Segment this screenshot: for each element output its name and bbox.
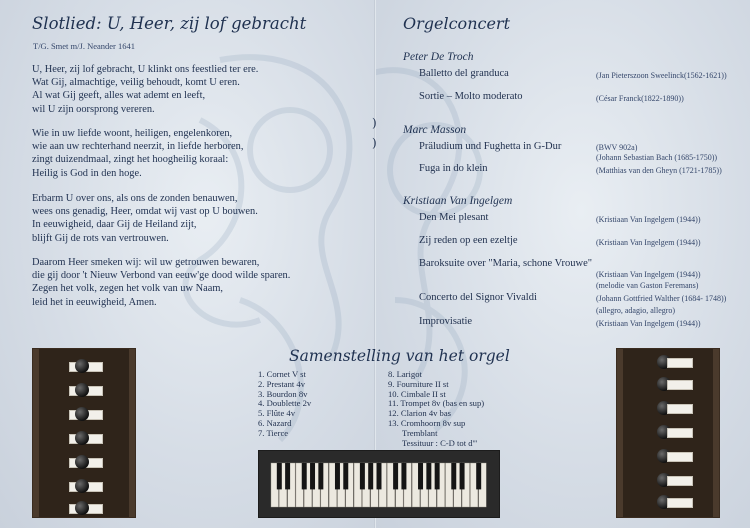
black-key xyxy=(460,463,465,489)
stanza-1 xyxy=(32,63,258,116)
stop-list-col-1 xyxy=(258,370,311,439)
composer-2: Marc Masson xyxy=(403,124,467,136)
black-key xyxy=(360,463,365,489)
black-key xyxy=(368,463,373,489)
center-bracket-bottom: ) xyxy=(372,136,377,150)
stop-item: 7. Tierce xyxy=(258,427,289,438)
piece-6-attr: (Kristiaan Van Ingelgem (1944)) xyxy=(596,238,701,247)
piece-4-attr: (Matthias van den Gheyn (1721-1785)) xyxy=(596,166,722,175)
stop-knob xyxy=(75,431,89,445)
stop-item: Tessituur : C-D tot d''' xyxy=(402,437,478,448)
black-key xyxy=(318,463,323,489)
stop-item: 6. Nazard xyxy=(258,417,292,428)
black-key xyxy=(393,463,398,489)
stop-knob xyxy=(75,479,89,493)
hymn-title: Slotlied: U, Heer, zij lof gebracht xyxy=(32,14,307,33)
black-key xyxy=(476,463,481,489)
stop-item: 13. Cromhoorn 8v sup xyxy=(388,417,466,428)
black-key xyxy=(277,463,282,489)
stop-item: 5. Flûte 4v xyxy=(258,408,296,419)
stanza-line: die gij door 't Nieuw Verbond van eeuw'ge dood wilde sparen. xyxy=(32,270,291,282)
piece-8: Concerto del Signor Vivaldi xyxy=(419,292,537,303)
piece-8-attr-1: (Johann Gottfried Walther (1684- 1748)) xyxy=(596,294,727,303)
black-key xyxy=(343,463,348,489)
stop-item: 12. Clarion 4v bas xyxy=(388,408,452,419)
piece-4: Fuga in do klein xyxy=(419,163,488,174)
piece-2-attr: (César Franck(1822-1890)) xyxy=(596,94,684,103)
piece-3-attr-1: (BWV 902a) xyxy=(596,143,638,152)
piece-7-attr-2: (melodie van Gaston Feremans) xyxy=(596,281,699,290)
stop-item: 8. Larigot xyxy=(388,369,422,379)
stanza-4 xyxy=(32,256,290,309)
piece-2: Sortie – Molto moderato xyxy=(419,91,523,102)
stanza-line: leid het in eeuwigheid, Amen. xyxy=(32,296,157,308)
center-fold xyxy=(374,0,376,528)
stanza-line: Daarom Heer smeken wij: wil uw getrouwen bewaren, xyxy=(32,257,260,268)
stanza-line: wil U zijn oorsprong vereren. xyxy=(32,103,155,115)
stop-label xyxy=(667,380,693,390)
stanza-line: zingt duizendmaal, zingt het hoogheilig koraal: xyxy=(32,154,229,166)
stop-label xyxy=(667,404,693,414)
stop-label xyxy=(667,358,693,368)
stanza-line: In eeuwigheid, daar Gij de Heiland zijt, xyxy=(32,219,197,231)
stop-knob xyxy=(75,501,89,515)
black-key xyxy=(310,463,315,489)
stop-item: 4. Doublette 2v xyxy=(258,398,312,409)
piece-3: Präludium und Fughetta in G-Dur xyxy=(419,141,562,152)
stanza-line: Heilig is God in den hoge. xyxy=(32,167,142,179)
stanza-line: Wat Gij, almachtige, veilig behoudt, komt U eren. xyxy=(32,77,240,89)
piece-7-attr-1: (Kristiaan Van Ingelgem (1944)) xyxy=(596,270,701,279)
piece-6: Zij reden op een ezeltje xyxy=(419,235,518,246)
black-key xyxy=(377,463,382,489)
piece-1-attr: (Jan Pieterszoon Sweelinck(1562-1621)) xyxy=(596,71,727,80)
concert-title: Orgelconcert xyxy=(403,14,510,33)
piece-8-attr-2: (allegro, adagio, allegro) xyxy=(596,306,676,315)
piece-9-attr: (Kristiaan Van Ingelgem (1944)) xyxy=(596,319,701,328)
stanza-line: Erbarm U over ons, als ons de zonden benauwen, xyxy=(32,193,238,204)
right-stop-knobs-photo xyxy=(616,348,720,518)
stop-knob xyxy=(75,407,89,421)
black-key xyxy=(451,463,456,489)
piece-7: Baroksuite over "Maria, schone Vrouwe" xyxy=(419,258,593,269)
keyboard-keys xyxy=(259,451,499,517)
stop-label xyxy=(667,498,693,508)
piece-1: Balletto del granduca xyxy=(419,68,509,79)
stop-item: 1. Cornet V st xyxy=(258,369,306,379)
stanza-line: Al wat Gij geeft, alles wat ademt en leeft, xyxy=(32,90,206,102)
stanza-line: Zegen het volk, zegen het volk van uw Naam, xyxy=(32,283,224,295)
organ-spec-title: Samenstelling van het orgel xyxy=(289,347,510,365)
black-key xyxy=(302,463,307,489)
stop-list-col-2 xyxy=(388,370,484,448)
stop-knob xyxy=(75,455,89,469)
stanza-2 xyxy=(32,127,243,180)
stop-label xyxy=(667,452,693,462)
stanza-3 xyxy=(32,192,258,245)
stanza-line: wie aan uw rechterhand neerzit, in liefde herboren, xyxy=(32,141,244,153)
stop-label xyxy=(667,476,693,486)
stop-item: 2. Prestant 4v xyxy=(258,378,306,389)
center-bracket-top: ) xyxy=(372,116,377,130)
right-page xyxy=(375,0,750,528)
piece-5: Den Mei plesant xyxy=(419,212,489,223)
stanza-line: wees ons genadig, Heer, omdat wij vast op U bouwen. xyxy=(32,206,258,218)
hymn-credits: T/G. Smet m/J. Neander 1641 xyxy=(33,41,135,51)
stop-item: 9. Fourniture II st xyxy=(388,378,449,389)
composer-3: Kristiaan Van Ingelgem xyxy=(403,195,513,207)
stop-item: 10. Cimbale II st xyxy=(388,388,446,399)
piece-3-attr-2: (Johann Sebastian Bach (1685-1750)) xyxy=(596,153,718,162)
stop-item: Tremblant xyxy=(402,427,438,438)
black-key xyxy=(285,463,290,489)
stop-knob xyxy=(75,383,89,397)
stop-item: 11. Trompet 8v (bas en sup) xyxy=(388,398,485,409)
stanza-line: Wie in uw liefde woont, heiligen, engelenkoren, xyxy=(32,128,233,139)
left-stop-knobs-photo xyxy=(32,348,136,518)
black-key xyxy=(401,463,406,489)
piece-9: Improvisatie xyxy=(419,316,473,327)
piece-5-attr: (Kristiaan Van Ingelgem (1944)) xyxy=(596,215,701,224)
black-key xyxy=(335,463,340,489)
black-key xyxy=(426,463,431,489)
stanza-line: U, Heer, zij lof gebracht, U klinkt ons feestlied ter ere. xyxy=(32,64,259,75)
black-key xyxy=(418,463,423,489)
stop-label xyxy=(667,428,693,438)
stop-knob xyxy=(75,359,89,373)
composer-1: Peter De Troch xyxy=(403,51,474,63)
organ-keyboard-photo xyxy=(258,450,500,518)
stanza-line: blijft Gij de rots van vertrouwen. xyxy=(32,232,169,244)
black-key xyxy=(435,463,440,489)
stop-item: 3. Bourdon 8v xyxy=(258,388,308,399)
